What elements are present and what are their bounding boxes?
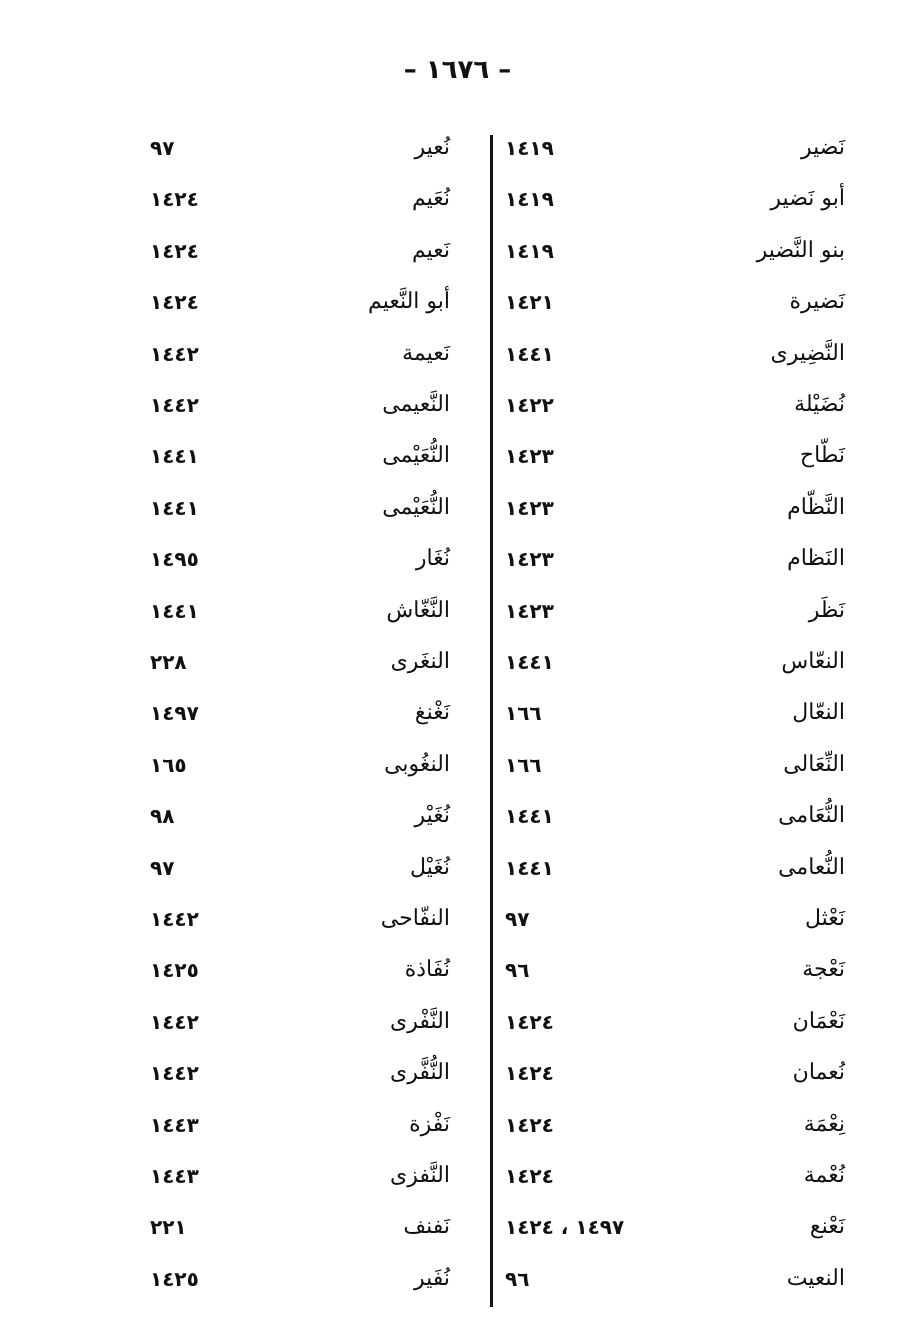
index-entry (505, 488, 845, 528)
entry-page-numbers: ١٤٢٣ (505, 547, 554, 571)
entry-page-numbers: ١٤٢٢ (505, 393, 554, 417)
entry-name: النَّغّاش (386, 598, 450, 623)
index-entry (505, 385, 845, 425)
index-entry (505, 1156, 845, 1196)
entry-name: النُّعَامى (778, 803, 845, 828)
index-entry (150, 642, 450, 682)
index-entry (505, 128, 845, 168)
entry-name: النُّعَيْمى (382, 443, 450, 468)
index-entry (505, 642, 845, 682)
entry-page-numbers: ١٤١٩ (505, 136, 554, 160)
entry-name: نِعْمَة (803, 1112, 845, 1137)
index-entry (150, 796, 450, 836)
entry-name: النَظام (787, 546, 845, 571)
index-entry (150, 1053, 450, 1093)
entry-name: نُعير (414, 135, 450, 160)
entry-name: نَطّاح (799, 443, 845, 468)
index-column-left (150, 128, 450, 1308)
entry-name: نُفَاذة (404, 957, 450, 982)
index-entry (505, 1002, 845, 1042)
index-entry (505, 693, 845, 733)
index-entry (150, 334, 450, 374)
entry-page-numbers: ١٤٢٣ (505, 496, 554, 520)
entry-page-numbers: ١٤٢٤ (505, 1010, 554, 1034)
entry-page-numbers: ١٤٤١ (505, 650, 554, 674)
entry-name: النعيت (786, 1266, 845, 1291)
index-entry (150, 385, 450, 425)
index-entry (505, 796, 845, 836)
entry-page-numbers: ١٤٩٧ ، ١٤٢٤ (505, 1215, 625, 1239)
entry-page-numbers: ٩٦ (505, 958, 530, 982)
entry-name: النَّعيمى (382, 392, 450, 417)
entry-page-numbers: ٩٦ (505, 1267, 530, 1291)
entry-page-numbers: ٩٨ (150, 804, 175, 828)
index-entry (150, 282, 450, 322)
entry-page-numbers: ١٤٤١ (505, 856, 554, 880)
index-entry (505, 1259, 845, 1299)
entry-page-numbers: ٩٧ (150, 856, 175, 880)
entry-name: النَّفزى (390, 1163, 450, 1188)
entry-page-numbers: ١٤٤١ (505, 804, 554, 828)
entry-page-numbers: ١٤٤٢ (150, 1010, 199, 1034)
entry-name: النَّفْرى (390, 1009, 450, 1034)
entry-name: النَّظّام (787, 495, 845, 520)
index-entry (505, 1105, 845, 1145)
index-entry (505, 539, 845, 579)
index-entry (150, 950, 450, 990)
entry-name: نَعْنع (809, 1214, 845, 1239)
index-entry (505, 334, 845, 374)
index-entry (150, 1105, 450, 1145)
entry-name: نَعيم (411, 238, 450, 263)
entry-name: النفّاحى (380, 906, 450, 931)
entry-page-numbers: ١٤٤١ (150, 444, 199, 468)
entry-name: النُّفَّرى (390, 1060, 450, 1085)
entry-page-numbers: ١٤٢٤ (505, 1061, 554, 1085)
index-entry (505, 1053, 845, 1093)
index-entry (150, 179, 450, 219)
entry-page-numbers: ١٤٢٤ (150, 239, 199, 263)
index-entry (150, 1002, 450, 1042)
entry-page-numbers: ١٦٦ (505, 701, 542, 725)
entry-name: نَعيمة (402, 341, 450, 366)
entry-page-numbers: ١٤٤٢ (150, 342, 199, 366)
entry-name: نُغَيْر (414, 803, 450, 828)
entry-page-numbers: ١٤٢١ (505, 290, 554, 314)
index-entry (505, 950, 845, 990)
index-entry (505, 231, 845, 271)
entry-name: نَعْمَان (792, 1009, 845, 1034)
entry-page-numbers: ١٤٤٣ (150, 1164, 199, 1188)
entry-name: نَظَر (808, 598, 845, 623)
entry-name: النَّضِيرى (770, 341, 845, 366)
index-entry (150, 848, 450, 888)
entry-name: نَغْنغ (414, 700, 450, 725)
entry-page-numbers: ١٤٢٤ (150, 290, 199, 314)
entry-name: نَضير (801, 135, 845, 160)
entry-page-numbers: ٢٢٨ (150, 650, 187, 674)
entry-page-numbers: ١٤٤٢ (150, 1061, 199, 1085)
entry-name: نَفْزة (409, 1112, 450, 1137)
entry-name: نَعْثل (804, 906, 845, 931)
index-entry (150, 436, 450, 476)
entry-page-numbers: ١٤٢٤ (505, 1113, 554, 1137)
entry-name: بنو النَّضير (756, 238, 845, 263)
index-entry (150, 539, 450, 579)
entry-name: النُّعَيْمى (382, 495, 450, 520)
entry-name: نَضيرة (789, 289, 845, 314)
index-entry (505, 1207, 845, 1247)
entry-page-numbers: ١٤٩٥ (150, 547, 199, 571)
index-entry (505, 745, 845, 785)
entry-name: نُغَيْل (409, 855, 450, 880)
entry-page-numbers: ١٤٢٥ (150, 958, 199, 982)
index-entry (150, 693, 450, 733)
column-divider (490, 135, 493, 1307)
entry-page-numbers: ١٤٢٣ (505, 444, 554, 468)
index-entry (150, 899, 450, 939)
entry-page-numbers: ١٤٢٤ (505, 1164, 554, 1188)
entry-name: نُفَير (413, 1266, 450, 1291)
entry-name: أبو نَضير (770, 186, 845, 211)
entry-name: النغُوبى (384, 752, 450, 777)
entry-page-numbers: ١٤١٩ (505, 187, 554, 211)
index-entry (505, 848, 845, 888)
entry-page-numbers: ١٤٤٢ (150, 393, 199, 417)
index-entry (505, 591, 845, 631)
entry-name: النغَرى (390, 649, 450, 674)
entry-page-numbers: ٩٧ (505, 907, 530, 931)
index-entry (150, 488, 450, 528)
entry-name: النُّعامى (778, 855, 845, 880)
entry-page-numbers: ١٤٢٣ (505, 599, 554, 623)
index-entry (150, 1156, 450, 1196)
entry-name: النعّال (792, 700, 845, 725)
entry-name: نَفنف (403, 1214, 450, 1239)
index-entry (505, 282, 845, 322)
entry-name: أبو النَّعيم (368, 289, 450, 314)
entry-page-numbers: ١٤٤١ (150, 496, 199, 520)
entry-page-numbers: ١٤٤١ (505, 342, 554, 366)
entry-page-numbers: ١٤٢٤ (150, 187, 199, 211)
entry-page-numbers: ١٤٤٢ (150, 907, 199, 931)
entry-page-numbers: ١٤٤١ (150, 599, 199, 623)
index-entry (505, 179, 845, 219)
index-column-right (505, 128, 845, 1308)
entry-name: نُعَيم (411, 186, 450, 211)
entry-name: نُضَيْلة (794, 392, 845, 417)
entry-name: نَعْجة (802, 957, 845, 982)
index-entry (150, 591, 450, 631)
entry-page-numbers: ١٦٥ (150, 753, 187, 777)
page-number: – ١٦٧٦ – (403, 55, 512, 85)
entry-page-numbers: ١٤١٩ (505, 239, 554, 263)
entry-name: النعّاس (781, 649, 845, 674)
entry-name: نُعْمة (803, 1163, 845, 1188)
index-entry (150, 1259, 450, 1299)
entry-page-numbers: ١٤٤٣ (150, 1113, 199, 1137)
index-entry (150, 128, 450, 168)
entry-name: نُغَار (415, 546, 450, 571)
index-entry (150, 745, 450, 785)
index-entry (505, 436, 845, 476)
index-entry (150, 1207, 450, 1247)
entry-name: النِّعَالى (783, 752, 845, 777)
entry-page-numbers: ١٤٩٧ (150, 701, 199, 725)
entry-page-numbers: ١٤٢٥ (150, 1267, 199, 1291)
entry-page-numbers: ١٦٦ (505, 753, 542, 777)
entry-page-numbers: ٢٢١ (150, 1215, 187, 1239)
entry-page-numbers: ٩٧ (150, 136, 175, 160)
entry-name: نُعمان (792, 1060, 845, 1085)
index-entry (505, 899, 845, 939)
index-entry (150, 231, 450, 271)
